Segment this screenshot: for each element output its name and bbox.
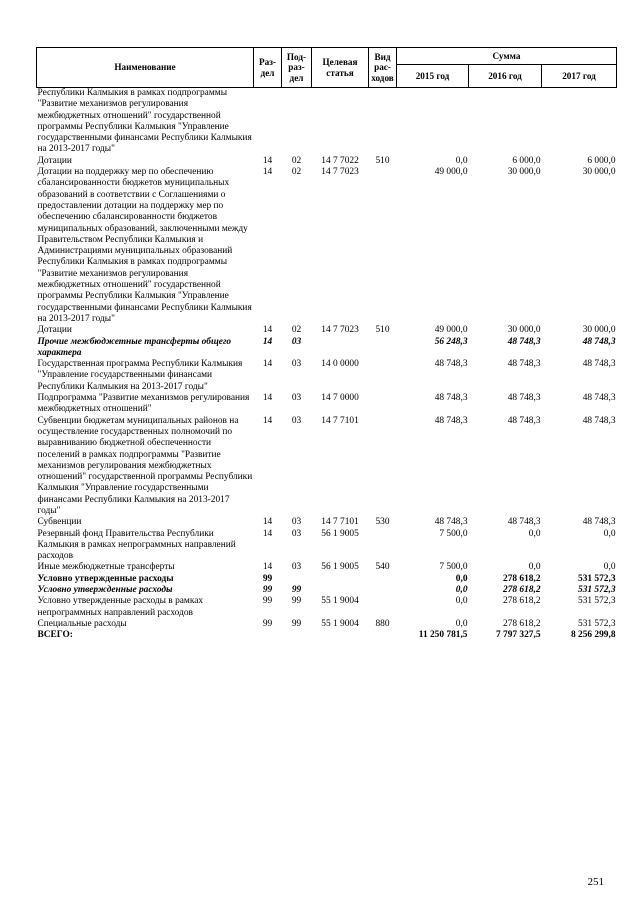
row-name: Субвенции <box>37 517 82 528</box>
row-section <box>254 88 282 156</box>
row-subsection <box>282 574 312 585</box>
row-name: Республики Калмыкия в рамках подпрограммы "Развитие механизмов регулирования межбюджетных отношений" государственной программы Республики Калмыкия "Управление государственными финансами Республики Калмыкия на 2013-2017 годы" <box>37 88 252 155</box>
table-row <box>37 585 617 596</box>
row-sum-2017: 48 748,3 <box>582 336 616 347</box>
row-section: 14 <box>262 167 273 178</box>
row-sum-2016: 6 000,0 <box>512 155 541 166</box>
row-sum-2017: 531 572,3 <box>578 585 616 596</box>
header-name: Наименование <box>37 48 254 88</box>
table-row <box>37 337 617 360</box>
table-row <box>37 167 617 325</box>
row-sum-2016: 0,0 <box>528 562 541 573</box>
row-sum-2017: 531 572,3 <box>578 618 616 629</box>
row-name: Условно утвержденные расходы <box>37 585 173 596</box>
table-row <box>37 596 617 619</box>
row-expense-type <box>369 359 397 393</box>
row-sum-2017: 0,0 <box>603 528 616 539</box>
row-sum-2015: 0,0 <box>455 585 468 596</box>
row-expense-type: 530 <box>375 517 390 528</box>
row-target-article: 14 7 7023 <box>321 167 359 178</box>
row-target-article <box>312 88 369 156</box>
table-row <box>37 529 617 563</box>
table-row <box>37 325 617 336</box>
row-expense-type <box>369 167 397 325</box>
row-sum-2017: 30 000,0 <box>582 325 616 336</box>
row-section: 99 <box>262 573 273 584</box>
row-section <box>254 630 282 641</box>
header-target-article: Целевая статья <box>312 48 369 88</box>
row-expense-type: 510 <box>375 325 390 336</box>
table-row <box>37 517 617 528</box>
row-sum-2015: 48 748,3 <box>434 359 468 370</box>
header-section: Раз- дел <box>254 48 282 88</box>
table-row <box>37 630 617 641</box>
row-sum-2017: 48 748,3 <box>582 517 616 528</box>
row-sum-2017: 531 572,3 <box>578 573 616 584</box>
table-row <box>37 393 617 416</box>
row-name: Дотации на поддержку мер по обеспечению сбалансированности бюджетов муниципальных образований в соответствии с Соглашениями о предоставлении дотации на поддержку мер по обеспечению сбалансированности бюджетов муниципальных образований, заключенными между Правительством Республики Калмыкия и Администрациями муниципальных образований Республики Калмыкия в рамках подпрограммы "Развитие механизмов регулирования межбюджетных отношений" государственной программы Республики Калмыкия "Управление государственными финансами Республики Калмыкия на 2013-2017 годы" <box>37 167 252 324</box>
row-name: Специальные расходы <box>37 618 127 629</box>
row-sum-2015: 0,0 <box>455 596 468 607</box>
row-expense-type: 510 <box>375 155 390 166</box>
row-name: Резервный фонд Правительства Республики Калмыкия в рамках непрограммных направлений расходов <box>37 528 236 562</box>
table-row <box>37 619 617 630</box>
row-sum-2015: 56 248,3 <box>434 336 468 347</box>
row-target-article: 14 7 7022 <box>321 155 359 166</box>
row-subsection: 02 <box>291 155 302 166</box>
table-body <box>37 88 617 642</box>
row-subsection: 03 <box>291 562 302 573</box>
row-sum-2016: 48 748,3 <box>507 415 541 426</box>
row-sum-2017: 30 000,0 <box>582 167 616 178</box>
row-subsection: 99 <box>291 618 302 629</box>
row-target-article: 14 7 7023 <box>321 325 359 336</box>
row-target-article: 55 1 9004 <box>321 596 359 607</box>
row-sum-2017: 48 748,3 <box>582 359 616 370</box>
row-sum-2015: 0,0 <box>455 155 468 166</box>
row-expense-type: 880 <box>375 618 390 629</box>
row-section: 14 <box>262 517 273 528</box>
row-sum-2015: 48 748,3 <box>434 517 468 528</box>
row-expense-type <box>369 337 397 360</box>
table-row <box>37 574 617 585</box>
row-subsection: 03 <box>291 415 302 426</box>
row-name: Иные межбюджетные трансферты <box>37 562 175 573</box>
row-subsection: 02 <box>291 167 302 178</box>
row-sum-2015: 48 748,3 <box>434 415 468 426</box>
row-target-article: 14 7 7101 <box>321 415 359 426</box>
page-number: 251 <box>587 876 604 888</box>
row-sum-2015: 48 748,3 <box>434 393 468 404</box>
row-section: 14 <box>262 325 273 336</box>
row-sum-2015: 49 000,0 <box>434 325 468 336</box>
table-row <box>37 156 617 167</box>
row-name: Дотации <box>37 155 72 166</box>
row-section: 99 <box>262 596 273 607</box>
row-sum-2016: 7 797 327,5 <box>495 630 541 641</box>
row-expense-type <box>369 529 397 563</box>
table-row <box>37 416 617 518</box>
row-expense-type <box>369 393 397 416</box>
row-expense-type <box>369 88 397 156</box>
row-sum-2017: 48 748,3 <box>582 415 616 426</box>
row-name: Дотации <box>37 325 72 336</box>
row-section: 14 <box>262 415 273 426</box>
row-sum-2016: 48 748,3 <box>507 336 541 347</box>
row-target-article: 14 7 0000 <box>321 393 359 404</box>
row-subsection: 03 <box>291 517 302 528</box>
row-sum-2015: 0,0 <box>455 618 468 629</box>
row-name: ВСЕГО: <box>37 630 73 641</box>
row-target-article <box>312 337 369 360</box>
row-sum-2015: 0,0 <box>455 573 468 584</box>
row-sum-2015: 7 500,0 <box>439 528 468 539</box>
row-subsection: 02 <box>291 325 302 336</box>
row-name: Субвенции бюджетам муниципальных районов на осуществление государственных полномочий по выравниванию бюджетной обеспеченности поселений в рамках подпрограммы "Развитие механизмов регулирования межбюджетных отношений" государственной программы Республики Калмыкия "Управление государственными финансами Республики Калмыкия на 2013-2017 годы" <box>37 415 253 516</box>
row-section: 99 <box>262 585 273 596</box>
row-sum-2015 <box>397 88 469 156</box>
header-year-2015: 2015 год <box>397 65 469 88</box>
row-expense-type <box>369 596 397 619</box>
row-section: 14 <box>262 528 273 539</box>
row-section: 14 <box>262 393 273 404</box>
table-row <box>37 359 617 393</box>
row-subsection <box>282 630 312 641</box>
row-sum-2017: 0,0 <box>603 562 616 573</box>
row-subsection: 99 <box>291 585 302 596</box>
row-subsection: 99 <box>291 596 302 607</box>
row-target-article: 55 1 9004 <box>321 618 359 629</box>
row-sum-2016: 278 618,2 <box>503 585 541 596</box>
row-section: 14 <box>262 562 273 573</box>
row-sum-2017 <box>542 88 617 156</box>
row-section: 14 <box>262 336 273 347</box>
row-subsection: 03 <box>291 528 302 539</box>
row-target-article: 56 1 9005 <box>321 528 359 539</box>
row-target-article <box>312 574 369 585</box>
row-name: Условно утвержденные расходы <box>37 573 174 584</box>
table-row <box>37 562 617 573</box>
row-target-article: 56 1 9005 <box>321 562 359 573</box>
row-section: 99 <box>262 618 273 629</box>
row-sum-2016 <box>469 88 542 156</box>
header-year-2016: 2016 год <box>469 65 542 88</box>
row-subsection: 03 <box>291 359 302 370</box>
row-sum-2016: 30 000,0 <box>507 325 541 336</box>
row-sum-2016: 48 748,3 <box>507 393 541 404</box>
header-sum: Сумма <box>397 48 617 65</box>
row-sum-2016: 278 618,2 <box>503 618 541 629</box>
row-name: Государственная программа Республики Калмыкия "Управление государственными финансами Республики Калмыкия на 2013-2017 годы" <box>37 359 243 392</box>
row-sum-2015: 11 250 781,5 <box>418 630 468 641</box>
header-subsection: Под- раз- дел <box>282 48 312 88</box>
row-sum-2016: 0,0 <box>528 528 541 539</box>
row-subsection <box>282 88 312 156</box>
row-sum-2017: 8 256 299,8 <box>570 630 616 641</box>
row-sum-2016: 30 000,0 <box>507 167 541 178</box>
table-header <box>37 48 617 88</box>
row-sum-2017: 531 572,3 <box>578 596 616 607</box>
row-section: 14 <box>262 155 273 166</box>
row-name: Условно утвержденные расходы в рамках непрограммных направлений расходов <box>37 596 204 618</box>
row-expense-type <box>369 416 397 518</box>
row-subsection: 03 <box>291 393 302 404</box>
row-expense-type <box>369 574 397 585</box>
row-sum-2015: 7 500,0 <box>439 562 468 573</box>
row-sum-2017: 48 748,3 <box>582 393 616 404</box>
row-expense-type <box>369 585 397 596</box>
row-target-article <box>312 630 369 641</box>
budget-table <box>36 47 617 642</box>
row-sum-2016: 278 618,2 <box>503 596 541 607</box>
row-expense-type: 540 <box>375 562 390 573</box>
row-sum-2016: 48 748,3 <box>507 517 541 528</box>
row-sum-2015: 49 000,0 <box>434 167 468 178</box>
row-subsection: 03 <box>291 336 302 347</box>
row-sum-2016: 48 748,3 <box>507 359 541 370</box>
row-target-article <box>312 585 369 596</box>
row-target-article: 14 7 7101 <box>321 517 359 528</box>
table-row <box>37 88 617 156</box>
row-expense-type <box>369 630 397 641</box>
row-sum-2016: 278 618,2 <box>503 573 541 584</box>
row-section: 14 <box>262 359 273 370</box>
header-year-2017: 2017 год <box>542 65 617 88</box>
header-expense-type: Вид рас- ходов <box>369 48 397 88</box>
row-name: Подпрограмма "Развитие механизмов регулирования межбюджетных отношений" <box>37 393 250 415</box>
row-name: Прочие межбюджетные трансферты общего характера <box>37 336 232 358</box>
row-target-article: 14 0 0000 <box>321 359 359 370</box>
row-sum-2017: 6 000,0 <box>587 155 616 166</box>
